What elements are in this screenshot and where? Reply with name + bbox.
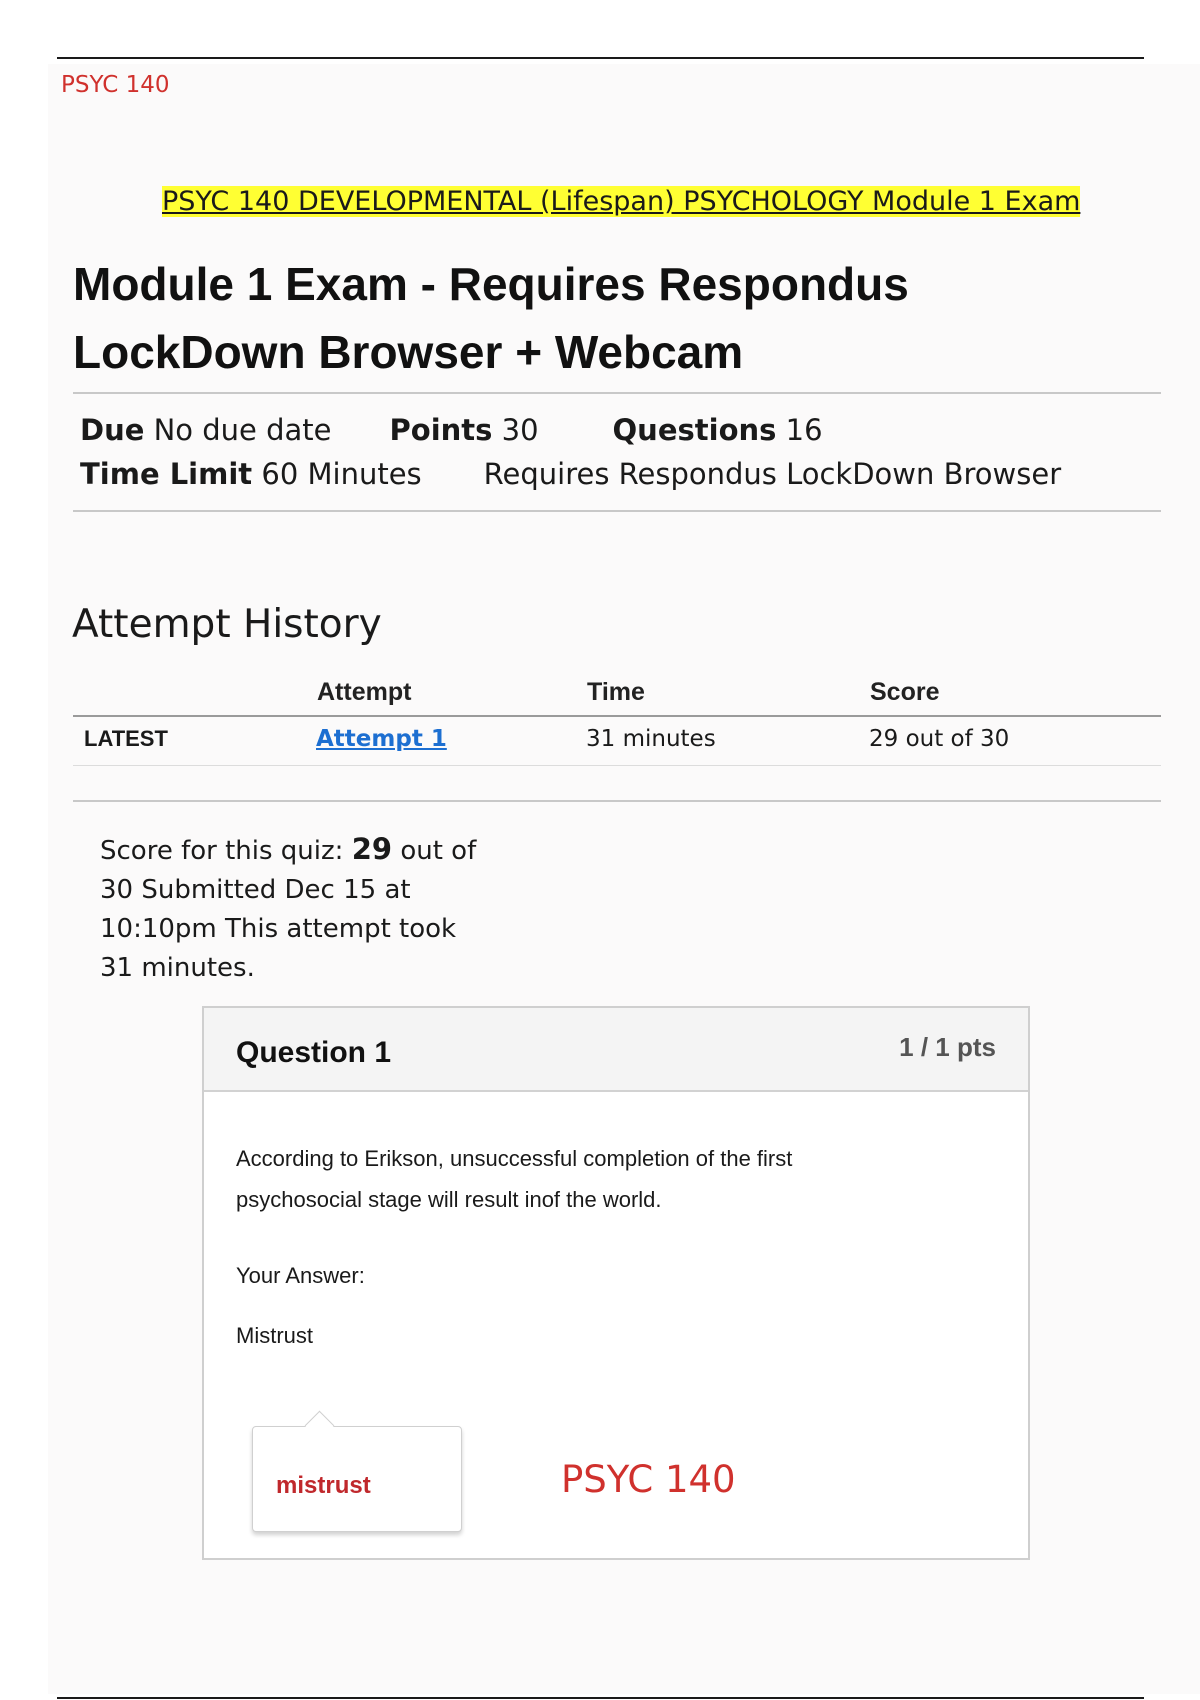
score-summary xyxy=(100,830,480,988)
attempt-link[interactable]: Attempt 1 xyxy=(316,726,447,752)
course-watermark: PSYC 140 xyxy=(561,1458,736,1501)
divider xyxy=(73,510,1161,512)
question-header xyxy=(204,1008,1028,1092)
tooltip-arrow-icon xyxy=(305,1411,335,1441)
divider xyxy=(73,800,1161,802)
exam-meta-row-2 xyxy=(80,457,1061,491)
question-title: Question 1 xyxy=(236,1036,392,1069)
your-answer-label: Your Answer: xyxy=(236,1263,365,1288)
attempt-time: 31 minutes xyxy=(586,726,716,752)
questions-label: Questions xyxy=(612,413,777,447)
latest-badge: LATEST xyxy=(84,726,168,751)
exam-title-line-1: Module 1 Exam - Requires Respondus xyxy=(73,258,909,310)
exam-meta-row-1 xyxy=(80,413,823,447)
due-label: Due xyxy=(80,413,145,447)
correct-answer-tooltip xyxy=(252,1426,462,1532)
table-row-rule xyxy=(73,765,1161,766)
bottom-rule xyxy=(57,1697,1144,1699)
score-summary-prefix: Score for this quiz: xyxy=(100,836,344,866)
exam-title-line-2: LockDown Browser + Webcam xyxy=(73,326,744,378)
attempt-history-title: Attempt History xyxy=(72,602,382,647)
question-points: 1 / 1 pts xyxy=(899,1032,996,1062)
top-rule xyxy=(57,57,1144,59)
exam-banner-title: PSYC 140 DEVELOPMENTAL (Lifespan) PSYCHOLOGY Module 1 Exam xyxy=(162,186,1081,217)
points-value: 30 xyxy=(501,413,539,447)
column-header-time: Time xyxy=(587,678,645,706)
correct-answer-text: mistrust xyxy=(276,1472,371,1499)
your-answer-value: Mistrust xyxy=(236,1323,313,1348)
time-limit-value: 60 Minutes xyxy=(261,457,422,491)
points-label: Points xyxy=(389,413,493,447)
question-card xyxy=(202,1006,1030,1560)
column-header-score: Score xyxy=(870,678,940,706)
header-course-label: PSYC 140 xyxy=(61,72,170,98)
score-summary-score: 29 xyxy=(351,832,393,866)
time-limit-label: Time Limit xyxy=(80,457,253,491)
table-header-rule xyxy=(73,715,1161,717)
attempt-score: 29 out of 30 xyxy=(869,726,1010,752)
divider xyxy=(73,392,1161,394)
due-value: No due date xyxy=(153,413,332,447)
score-summary-suffix: out of 30 Submitted Dec 15 at 10:10pm This attempt took 31 minutes. xyxy=(100,836,477,983)
questions-value: 16 xyxy=(785,413,823,447)
question-text: According to Erikson, unsuccessful completion of the first psychosocial stage will result inof the world. xyxy=(236,1146,793,1212)
column-header-attempt: Attempt xyxy=(317,678,412,706)
lockdown-note: Requires Respondus LockDown Browser xyxy=(483,457,1062,491)
exam-title xyxy=(73,250,1073,386)
